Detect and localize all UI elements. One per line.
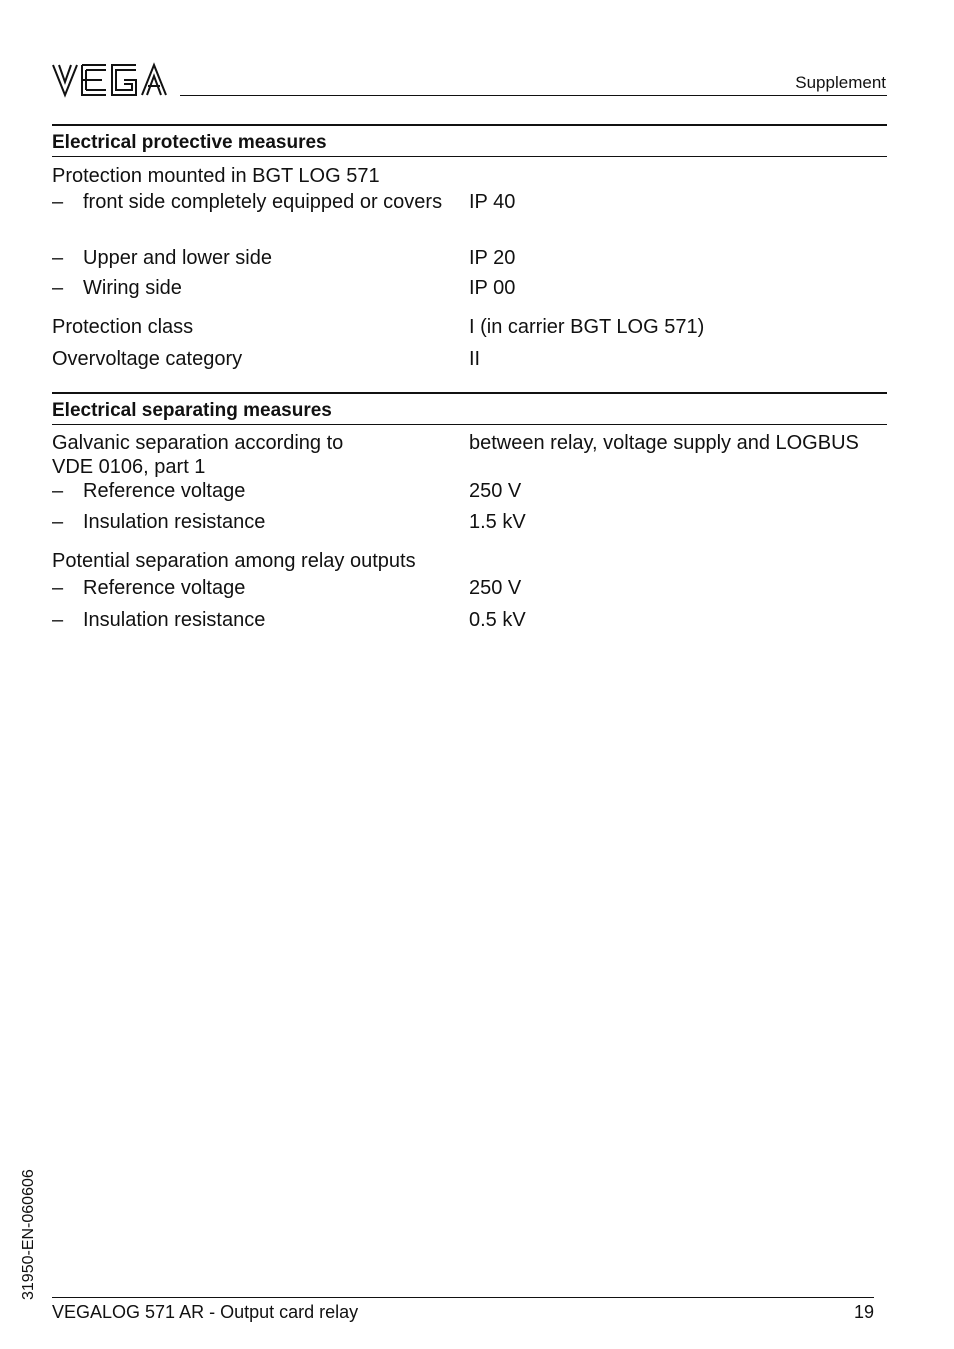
spec-label: Galvanic separation according to VDE 0106, part 1 (52, 432, 344, 478)
spec-label: Insulation resistance (83, 511, 266, 533)
spec-value: 250 V (469, 577, 522, 599)
spec-label: Upper and lower side (83, 247, 272, 269)
footer-title: VEGALOG 571 AR - Output card relay (52, 1302, 359, 1322)
header-rule (180, 95, 887, 96)
footer-rule (52, 1297, 874, 1298)
spec-label: front side completely equipped or covers (83, 191, 443, 213)
section-title: Electrical protective measures (52, 132, 327, 153)
spec-value: I (in carrier BGT LOG 571) (469, 316, 705, 338)
dash-bullet: – (52, 511, 64, 533)
spec-value: between relay, voltage supply and LOGBUS (469, 432, 859, 454)
spec-label: Wiring side (83, 277, 182, 299)
spec-label: Overvoltage category (52, 348, 243, 370)
dash-bullet: – (52, 609, 64, 631)
section-rule-bottom (52, 424, 887, 425)
spec-value: IP 20 (469, 247, 516, 269)
section-title: Electrical separating measures (52, 400, 332, 421)
spec-value: 1.5 kV (469, 511, 526, 533)
vega-logo-icon (52, 62, 168, 98)
section-rule-top (52, 392, 887, 394)
spec-label: Protection class (52, 316, 194, 338)
section-rule-bottom (52, 156, 887, 157)
document-code: 31950-EN-060606 (20, 1169, 37, 1300)
spec-label: Potential separation among relay outputs (52, 550, 416, 572)
dash-bullet: – (52, 247, 64, 269)
spec-label: Reference voltage (83, 577, 246, 599)
spec-value: 250 V (469, 480, 522, 502)
spec-value: 0.5 kV (469, 609, 526, 631)
page-number: 19 (853, 1302, 874, 1322)
vega-logo (52, 62, 168, 98)
spec-value: II (469, 348, 481, 370)
dash-bullet: – (52, 480, 64, 502)
spec-value: IP 40 (469, 191, 516, 213)
dash-bullet: – (52, 191, 64, 213)
spec-label: Insulation resistance (83, 609, 266, 631)
header-section-label: Supplement (795, 73, 886, 92)
spec-label: Reference voltage (83, 480, 246, 502)
spec-value: IP 00 (469, 277, 516, 299)
spec-label: Protection mounted in BGT LOG 571 (52, 165, 380, 187)
dash-bullet: – (52, 277, 64, 299)
dash-bullet: – (52, 577, 64, 599)
section-rule-top (52, 124, 887, 126)
